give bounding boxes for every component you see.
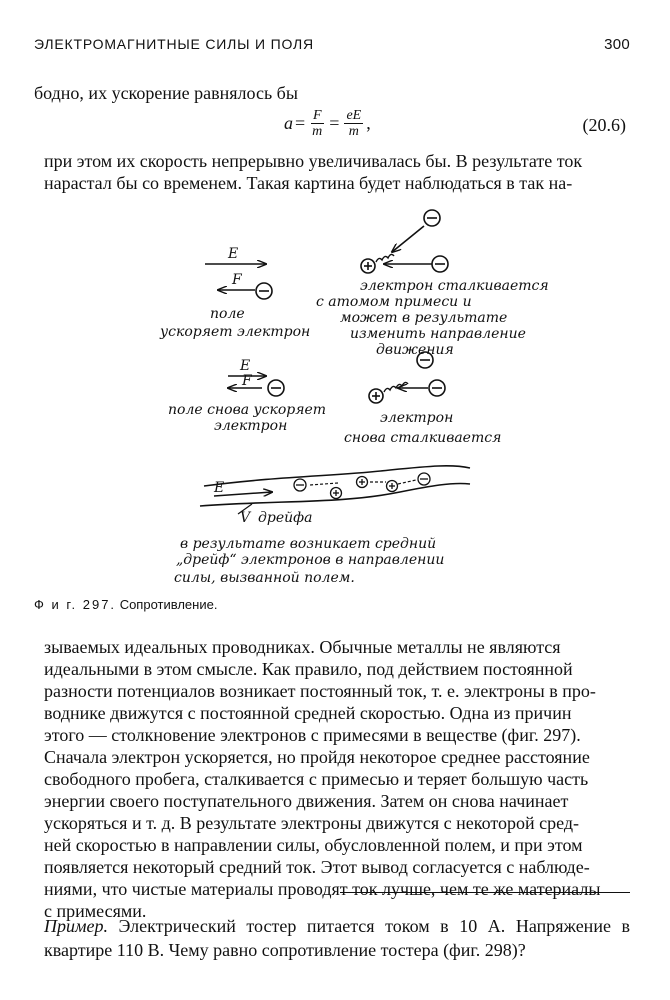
- electron-icon: [424, 210, 440, 226]
- text-line: с примесями.: [44, 901, 147, 921]
- text-line: идеальными в этом смысле. Как правило, под действием постоянной: [44, 659, 573, 679]
- note-again-line-2: электрон: [214, 418, 288, 434]
- formula-lhs: a: [284, 113, 293, 133]
- panel-collides-again: [344, 352, 501, 446]
- text-line: нарастал бы со временем. Такая картина будет наблюдаться в так на-: [44, 173, 573, 193]
- text-line: разности потенциалов возникает постоянный ток, т. е. электроны в про-: [44, 681, 596, 701]
- force-label-1: F: [232, 272, 242, 288]
- text-line: ней скоростью в направлении силы, обусловленной полем, и при этом: [44, 835, 583, 855]
- note-again2-line-2: снова сталкивается: [344, 430, 502, 446]
- scatter-arrow: [392, 226, 424, 252]
- figure-caption-text: Сопротивление.: [119, 597, 218, 612]
- chapter-title: ЭЛЕКТРОМАГНИТНЫЕ СИЛЫ И ПОЛЯ: [34, 36, 314, 52]
- formula-frac1-num: F: [312, 108, 322, 123]
- impurity-atom-icon: [387, 481, 398, 492]
- impurity-atom-icon: [369, 389, 383, 403]
- note-result-line-2: „дрейф“ электронов в направлении: [176, 552, 445, 568]
- paragraph-before-figure: [44, 150, 630, 194]
- impurity-atom-icon: [331, 488, 342, 499]
- note-again-line-1: поле снова ускоряет: [168, 402, 327, 418]
- impurity-atom-icon: [357, 477, 368, 488]
- panel-drift-conductor: [174, 466, 470, 586]
- intro-line: бодно, их ускорение равнялось бы: [34, 83, 298, 103]
- electron-icon: [256, 283, 272, 299]
- text-line: ниями, что чистые материалы проводят ток лучше, чем те же материалы: [44, 879, 601, 899]
- field-label-2: E: [240, 358, 251, 374]
- formula-eq1: =: [295, 113, 306, 133]
- note-collision-line-1: электрон сталкивается: [360, 278, 549, 294]
- figure-297-resistance: [0, 200, 670, 595]
- figure-caption-label: Ф и г. 297.: [34, 597, 117, 612]
- note-collision-line-3: может в результате: [340, 310, 508, 326]
- text-line: при этом их скорость непрерывно увеличивалась бы. В результате ток: [44, 151, 583, 171]
- note-collision-line-2: с атомом примеси и: [316, 294, 472, 310]
- formula-20-6: [284, 108, 371, 139]
- text-line: этого — столкновение электронов с примесями в веществе (фиг. 297).: [44, 725, 581, 745]
- formula-fraction-1: [310, 108, 324, 139]
- note-collision-line-5: движения: [376, 342, 454, 358]
- field-label-3: E: [214, 480, 225, 496]
- electron-icon: [429, 380, 445, 396]
- panel-collision: [316, 210, 549, 358]
- text-line: ускоряться и т. д. В результате электроны движутся с некоторой сред-: [44, 813, 580, 833]
- field-label-1: E: [228, 246, 239, 262]
- electron-icon: [268, 380, 284, 396]
- electron-icon: [294, 479, 306, 491]
- formula-fraction-2: [344, 108, 363, 139]
- text-line: свободного пробега, сталкивается с примесью и теряет большую часть: [44, 769, 589, 789]
- running-header: [34, 36, 630, 58]
- note-result-line-1: в результате возникает средний: [180, 536, 437, 552]
- note-field-line-2: ускоряет электрон: [160, 324, 311, 340]
- text-line: появляется некоторый средний ток. Этот вывод согласуется с наблюде-: [44, 857, 590, 877]
- note-collision-line-4: изменить направление: [350, 326, 526, 342]
- page-number: 300: [604, 36, 630, 53]
- text-line: энергии своего поступательного движения. Затем он снова начинает: [44, 791, 569, 811]
- formula-frac2-num: eE: [346, 108, 362, 123]
- drift-velocity-label: V: [240, 510, 251, 526]
- example-lead: Пример.: [44, 916, 108, 936]
- panel-field-accelerates: [159, 246, 310, 340]
- force-label-2: F: [242, 373, 252, 389]
- electron-icon: [418, 473, 430, 485]
- formula-frac1-den: m: [312, 124, 323, 139]
- formula-eq2: =: [329, 113, 340, 133]
- note-result-line-3: силы, вызванной полем.: [174, 570, 355, 586]
- drift-note: дрейфа: [258, 510, 313, 526]
- text-line: воднике движутся с постоянной средней скоростью. Одна из причин: [44, 703, 572, 723]
- impurity-atom-icon: [361, 259, 375, 273]
- text-line: Сначала электрон ускоряется, но пройдя некоторое среднее расстояние: [44, 747, 590, 767]
- collision-zigzag: [376, 254, 394, 262]
- figure-caption: [34, 597, 217, 612]
- panel-field-again: [168, 358, 326, 434]
- electron-icon: [432, 256, 448, 272]
- body-paragraph: [44, 636, 630, 922]
- formula-frac2-den: m: [348, 124, 359, 139]
- section-divider: [340, 892, 630, 893]
- example-text: Электрический тостер питается током в 10 А. Напряжение в квартире 110 В. Чему равно сопротивление тостера (фиг. 298)?: [44, 916, 630, 960]
- drift-path: [310, 483, 338, 485]
- note-again2-line-1: электрон: [380, 410, 454, 426]
- note-field-line-1: поле: [210, 306, 245, 322]
- equation-number: (20.6): [582, 115, 626, 135]
- text-line: зываемых идеальных проводниках. Обычные металлы не являются: [44, 637, 561, 657]
- example-paragraph: [44, 914, 630, 962]
- formula-trail: ,: [366, 113, 371, 133]
